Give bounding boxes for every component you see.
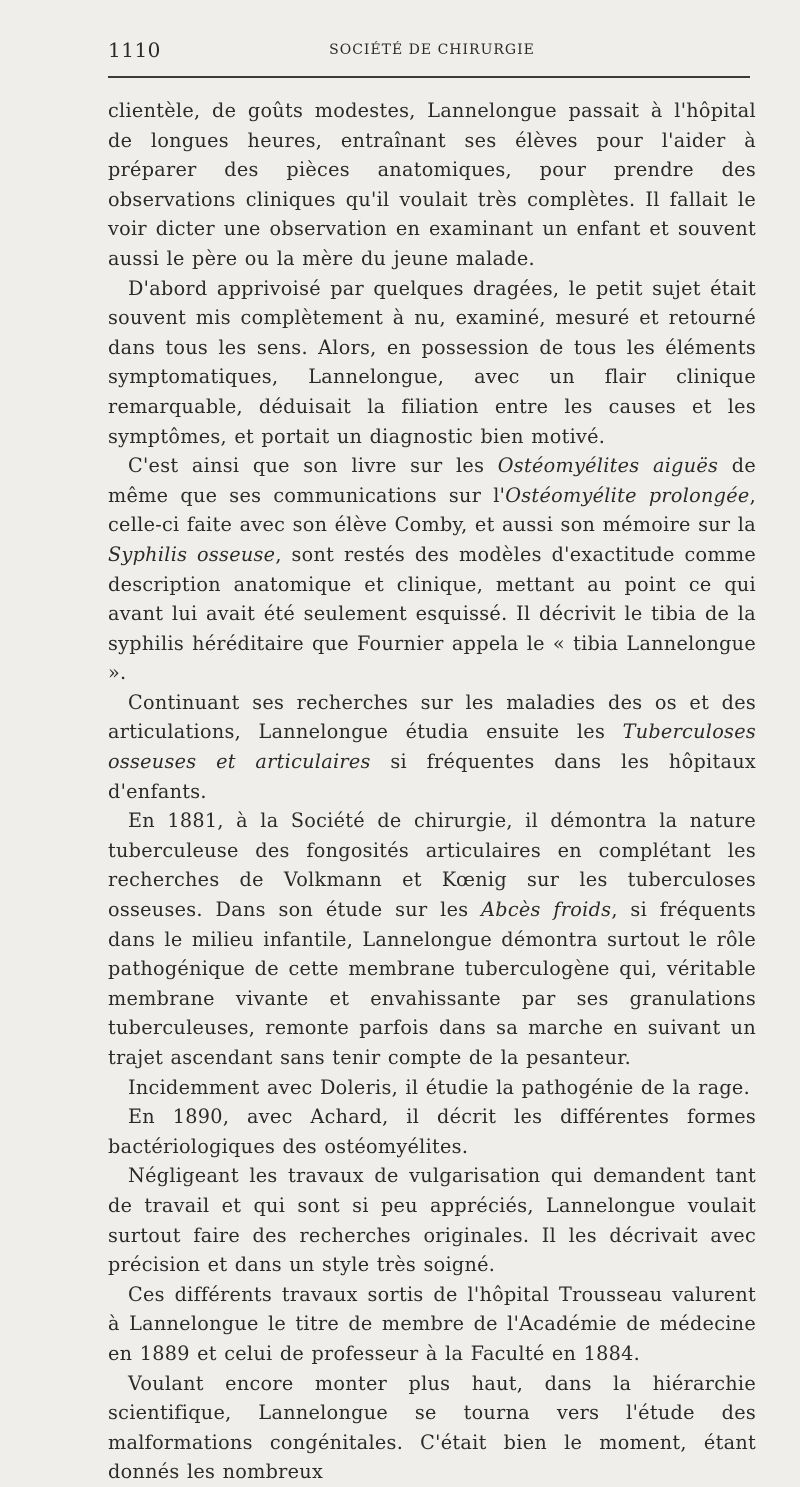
text-run: Voulant encore monter plus haut, dans la hiérarchie scientifique, Lannelongue se tourna vers l'étude des malformations congénitales. C'était bien le moment, étant donnés les nombreux bbox=[108, 1371, 756, 1484]
text-run: C'est ainsi que son livre sur les bbox=[128, 454, 498, 478]
running-head bbox=[108, 38, 756, 62]
book-title-syphilis-osseuse: Syphilis osseuse bbox=[108, 542, 276, 566]
book-title-abces-froids: Abcès froids bbox=[481, 898, 612, 922]
paragraph-10 bbox=[108, 1369, 756, 1487]
paragraph-3 bbox=[108, 451, 756, 688]
text-run: , si fréquents dans le milieu infantile, Lannelongue démontra surtout le rôle pathogénique de cette membrane tuberculogène qui, véritable membrane vivante et envahissante par ses granulations tuberculeuses, remonte parfois dans sa marche en suivant un trajet ascendant sans tenir compte de la pesanteur. bbox=[108, 898, 756, 1069]
body-text bbox=[108, 96, 756, 1487]
text-run: de même que ses communications sur l' bbox=[108, 454, 756, 507]
book-title-tuberculoses: Tuberculoses osseuses et articulaires bbox=[108, 720, 756, 774]
journal-title: SOCIÉTÉ DE CHIRURGIE bbox=[329, 42, 535, 58]
text-run: En 1881, à la Société de chirurgie, il démontra la nature tuberculeuse des fongosités articulaires en complétant les recherches de Volkmann et Kœnig sur les tuberculoses osseuses. Dans son étude sur les bbox=[108, 809, 756, 922]
text-run: si fréquentes dans les hôpitaux d'enfants. bbox=[108, 750, 756, 803]
text-run: Ces différents travaux sortis de l'hôpital Trousseau valurent à Lannelongue le titre de membre de l'Académie de médecine en 1889 et celui de professeur à la Faculté en 1884. bbox=[108, 1282, 756, 1365]
paragraph-1 bbox=[108, 96, 756, 274]
paragraph-7 bbox=[108, 1102, 756, 1161]
paragraph-4 bbox=[108, 688, 756, 806]
book-title-osteomyelites-aigues: Ostéomyélites aiguës bbox=[497, 454, 719, 478]
text-run: Négligeant les travaux de vulgarisation qui demandent tant de travail et qui sont si peu appréciés, Lannelongue voulait surtout faire des recherches originales. Il les décrivait avec précision et dans un style très soigné. bbox=[108, 1164, 756, 1277]
paragraph-9 bbox=[108, 1280, 756, 1369]
paragraph-8 bbox=[108, 1161, 756, 1279]
text-run: En 1890, avec Achard, il décrit les différentes formes bactériologiques des ostéomyélites. bbox=[108, 1105, 756, 1158]
text-run: , sont restés des modèles d'exactitude comme description anatomique et clinique, mettant au point ce qui avant lui avait été seulement esquissé. Il décrivit le tibia de la syphilis héréditaire que Fournier appela le « tibia Lannelongue ». bbox=[108, 542, 756, 685]
text-run: , celle-ci faite avec son élève Comby, et aussi son mémoire sur la bbox=[108, 483, 756, 537]
text-run: clientèle, de goûts modestes, Lannelongue passait à l'hôpital de longues heures, entraînant ses élèves pour l'aider à préparer des pièces anatomiques, pour prendre des observations cliniques qu'il voulait très complètes. Il fallait le voir dicter une observation en examinant un enfant et souvent aussi le père ou la mère du jeune malade. bbox=[108, 99, 756, 270]
book-title-osteomyelite-prolongee: Ostéomyélite prolongée bbox=[505, 483, 750, 507]
paragraph-5 bbox=[108, 806, 756, 1072]
page-number: 1110 bbox=[108, 38, 161, 62]
paragraph-6 bbox=[108, 1073, 756, 1103]
header-rule bbox=[108, 76, 750, 78]
text-run: Incidemment avec Doleris, il étudie la pathogénie de la rage. bbox=[128, 1075, 750, 1099]
text-run: Continuant ses recherches sur les maladies des os et des articulations, Lannelongue étudia ensuite les bbox=[108, 690, 756, 744]
text-run: D'abord apprivoisé par quelques dragées, le petit sujet était souvent mis complètement à nu, examiné, mesuré et retourné dans tous les sens. Alors, en possession de tous les éléments symptomatiques, Lannelongue, avec un flair clinique remarquable, déduisait la filiation entre les causes et les symptômes, et portait un diagnostic bien motivé. bbox=[108, 276, 756, 448]
paragraph-2 bbox=[108, 274, 756, 452]
